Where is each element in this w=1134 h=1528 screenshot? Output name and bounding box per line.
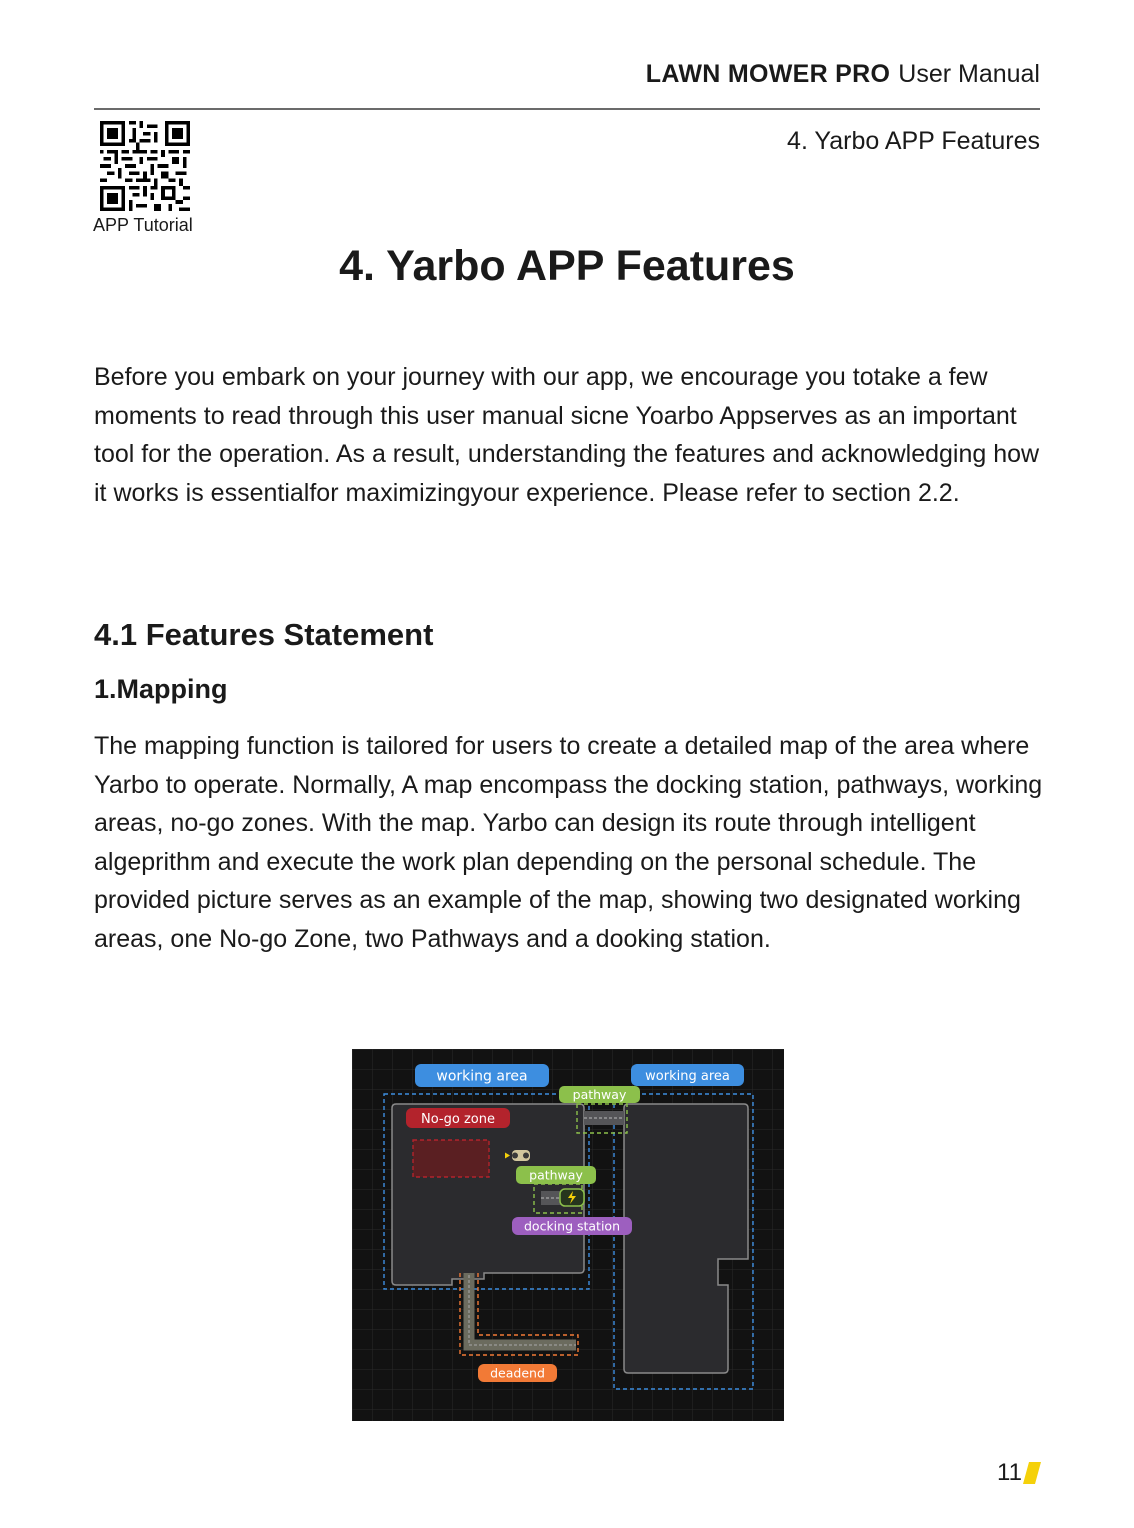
- section-label: 4. Yarbo APP Features: [787, 127, 1040, 155]
- page-number: 11: [997, 1459, 1022, 1486]
- intro-paragraph: Before you embark on your journey with our app, we encourage you totake a few moments to read through this user manual sicne Yoarbo Appserves as an important tool for the operation. As a result, understanding the features and acknowledging how it works is essentialfor maximizingyour experience. Please refer to section 2.2.: [94, 363, 1040, 507]
- label-pathway-2-text: pathway: [529, 1167, 583, 1183]
- header-subtitle: User Manual: [898, 60, 1040, 88]
- qr-caption: APP Tutorial: [93, 215, 193, 235]
- map-example-figure: [352, 1049, 784, 1421]
- label-working-area-1-text: working area: [436, 1068, 528, 1085]
- label-pathway-1-text: pathway: [572, 1087, 627, 1102]
- label-working-area-1: [415, 1064, 549, 1087]
- no-go-zone-area: [413, 1140, 489, 1177]
- label-pathway-2: [516, 1166, 596, 1184]
- mapping-heading: 1.Mapping: [94, 674, 228, 704]
- label-working-area-2-text: working area: [645, 1069, 730, 1084]
- running-header: [646, 60, 1040, 89]
- label-no-go-zone-text: No-go zone: [421, 1112, 495, 1127]
- features-heading: 4.1 Features Statement: [94, 617, 434, 652]
- label-working-area-2: [631, 1064, 744, 1086]
- label-docking-station: [512, 1217, 632, 1235]
- label-pathway-1: [559, 1086, 640, 1103]
- page-title: 4. Yarbo APP Features: [339, 242, 795, 290]
- qr-code-icon[interactable]: [100, 121, 190, 211]
- docking-station-icon: [560, 1189, 584, 1206]
- label-no-go-zone: [406, 1108, 510, 1128]
- label-docking-station-text: docking station: [523, 1218, 621, 1234]
- header-brand: LAWN MOWER PRO: [645, 60, 891, 88]
- label-deadend-text: deadend: [490, 1365, 545, 1381]
- page-accent-mark-icon: [1023, 1462, 1041, 1484]
- header-rule: [94, 108, 1040, 110]
- mapping-paragraph: The mapping function is tailored for users to create a detailed map of the area where Yarbo to operate. Normally, A map encompass the docking station, pathways, working areas, no-go zones. With the map. Yarbo can design its route through intelligent algeprithm and execute the work plan depending on the personal schedule. The provided picture serves as an example of the map, showing two designated working areas, one No-go Zone, two Pathways and a dooking station.: [94, 732, 1043, 953]
- label-deadend: [478, 1364, 557, 1382]
